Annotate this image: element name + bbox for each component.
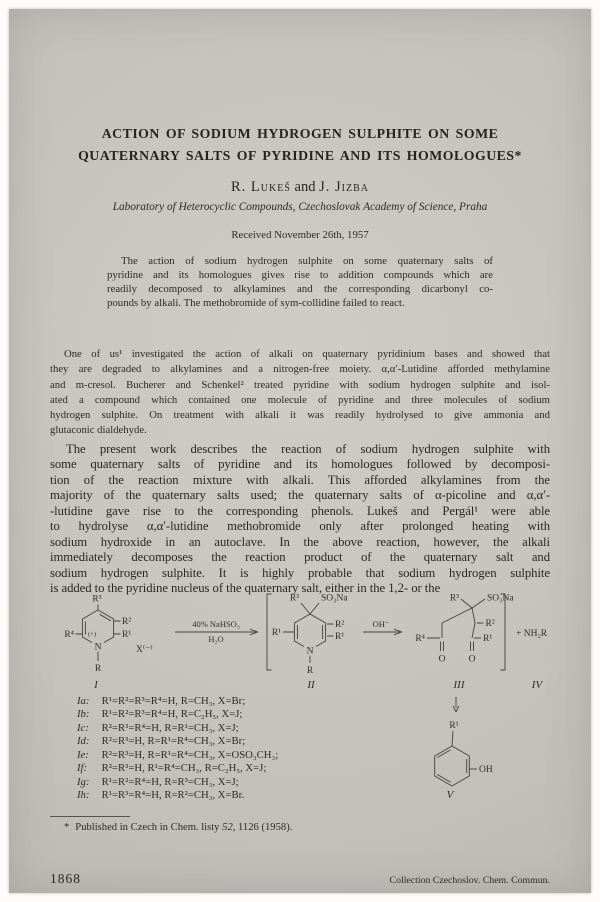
reaction-arrow-2 xyxy=(363,629,402,635)
author-name-2: J. Jizba xyxy=(319,179,369,195)
article-title-line1: ACTION OF SODIUM HYDROGEN SULPHITE ON SOME xyxy=(101,126,499,141)
compound-formula: R²=R³=H, R=R¹=R⁴=CH₃, X=Br; xyxy=(101,735,246,748)
compound-list xyxy=(77,695,278,803)
authors-line xyxy=(50,179,550,196)
intro-line: One of us¹ investigated the action of alkali on quaternary pyridinium bases and showed that xyxy=(64,348,550,360)
structure-II-SO3Na-label: SO₃Na xyxy=(321,593,348,604)
compound-formula: R²=R³=R⁴=H, R=R¹=CH₃, X=J; xyxy=(101,721,239,734)
body-paragraph xyxy=(50,442,550,597)
intro-line: hydrogen sulphite. On treatment with alkali it was readily hydrolysed to give ammonia and xyxy=(50,409,550,421)
body-line: tion of the reaction mixture with alkali. This afforded alkylamines from the xyxy=(50,472,550,487)
compound-formula: R¹=R²=R³=R⁴=H, R=CH₃, X=Br; xyxy=(101,695,246,707)
structure-II-R3-label: R³ xyxy=(289,593,299,604)
structure-I-charge-label: (+) xyxy=(88,631,96,638)
intro-line: and m-cresol. Bucherer and Schenkel² treated pyridine with sodium hydrogen sulphite and isol- xyxy=(50,378,550,391)
compound-list-item xyxy=(77,789,278,802)
body-line: -lutidine gave rise to the corresponding phenols. Lukeš and Pergál¹ were able xyxy=(50,503,550,518)
footnote xyxy=(50,822,550,833)
intro-paragraph xyxy=(50,347,550,439)
structure-V-R1-label: R¹ xyxy=(449,721,459,731)
received-date: Received November 26th, 1957 xyxy=(231,229,369,241)
intro-line: glutaconic dialdehyde. xyxy=(50,424,147,437)
body-line: immediately decomposes the reaction product of the quaternary salt and xyxy=(50,550,550,565)
reagent2-label: OH⁻ xyxy=(372,619,390,629)
abstract-line: readily decomposed to alkylamines and the corresponding dicarbonyl co- xyxy=(107,283,493,296)
structure-II-NR-label: R xyxy=(306,666,314,676)
structure-III-SO3Na-label: SO₃Na xyxy=(487,593,514,604)
structure-I-R1-label: R¹ xyxy=(122,630,132,640)
compound-label: Id: xyxy=(77,735,90,748)
compound-label: If: xyxy=(77,762,88,775)
structure-III-skeleton xyxy=(427,599,485,651)
compound-label: Ih: xyxy=(77,789,90,802)
structure-III-R1-label: R¹ xyxy=(483,634,493,644)
compound-formula: R¹=R²=R⁴=H, R=R³=CH₃, X=J; xyxy=(101,775,239,788)
structure-I-R2-label: R² xyxy=(122,617,132,627)
structure-II-N-label: N xyxy=(306,646,314,657)
structure-I-ring xyxy=(76,605,121,662)
footnote-text: Published in Czech in Chem. listy xyxy=(75,822,223,833)
amine-product-label: + NH₂R xyxy=(516,629,548,639)
structure-III-R2-label: R² xyxy=(485,619,495,629)
reagent-label-bottom: H₂O xyxy=(208,634,224,644)
compound-label: Ie: xyxy=(77,748,89,761)
footnote-volume: 52 xyxy=(222,822,233,833)
body-line: The present work describes the reaction of sodium hydrogen sulphite with xyxy=(66,442,550,456)
compound-list-item xyxy=(77,722,278,735)
compound-formula: R²=R³=H, R=R¹=R⁴=CH₃, X=OSO₃CH₃; xyxy=(101,748,279,761)
body-line: sodium hydrogen sulphite. It is highly probable that sodium hydrogen sulphite xyxy=(50,565,550,580)
structure-III-numeral: III xyxy=(453,679,465,691)
abstract-line: The action of sodium hydrogen sulphite on some quaternary salts of xyxy=(121,255,493,267)
compound-formula: R²=R³=H, R¹=R⁴=CH₃, R=C₂H₅, X=J; xyxy=(101,762,267,775)
body-line: is added to the pyridine nucleus of the quaternary salt, either in the 1,2- or the xyxy=(50,581,441,596)
compound-formula: R¹=R³=R⁴=H, R=R²=CH₃, X=Br. xyxy=(101,789,245,802)
body-line: majority of the quaternary salts used; the quaternary salts of α-picoline and α,α′- xyxy=(50,488,550,503)
intro-line: ated a compound which contained one molecule of pyridine and three molecules of sodium xyxy=(50,393,550,406)
affiliation: Laboratory of Heterocyclic Compounds, Czechoslovak Academy of Science, Praha xyxy=(112,201,488,213)
structure-II-numeral: II xyxy=(307,679,315,691)
structure-II-R1-left-label: R¹ xyxy=(271,628,281,638)
compound-list-item xyxy=(77,708,278,721)
abstract-line: pyridine and its homologues gives rise to addition compounds which are xyxy=(107,269,493,282)
structure-V-OH-label: OH xyxy=(479,765,493,775)
structure-I-R3-label: R³ xyxy=(92,594,102,605)
compound-label: Ic: xyxy=(77,721,89,734)
amine-numeral: IV xyxy=(531,679,543,691)
abstract-paragraph xyxy=(107,254,493,310)
structure-II-R1-right-label: R¹ xyxy=(335,632,345,642)
structure-III-R3-label: R³ xyxy=(449,593,459,604)
article-title xyxy=(50,123,550,167)
intro-line: they are degraded to alkylamines and a nitrogen-free moiety. α,α′-Lutidine afforded methylamine xyxy=(50,363,550,376)
structure-III-O-left-label: O xyxy=(438,654,446,665)
structure-III-R4-label: R⁴ xyxy=(415,634,425,644)
footnote-rule xyxy=(50,816,130,817)
structure-V-numeral: V xyxy=(446,789,454,801)
footnote-marker: * xyxy=(64,822,70,833)
page-number: 1868 xyxy=(50,871,81,886)
reaction-scheme xyxy=(50,588,550,813)
compound-list-item xyxy=(77,762,278,775)
structure-II-R2-label: R² xyxy=(335,620,345,630)
down-arrow-icon xyxy=(453,697,459,712)
structure-I-counterion-label: X⁽⁻⁾ xyxy=(136,645,153,655)
compound-label: Ib: xyxy=(77,708,90,721)
body-line: some quaternary salts of pyridine and its homologues followed by decomposi- xyxy=(50,457,550,472)
journal-name: Collection Czechoslov. Chem. Commun. xyxy=(389,875,550,886)
author-conjunction: and xyxy=(290,179,320,195)
left-bracket xyxy=(267,594,272,670)
compound-list-item xyxy=(77,749,278,762)
compound-list-item xyxy=(77,776,278,789)
structure-I-R4-label: R⁴ xyxy=(64,630,74,640)
footnote-suffix: , 1126 (1958). xyxy=(232,822,293,833)
article-title-line2: QUATERNARY SALTS OF PYRIDINE AND ITS HOMOLOGUES* xyxy=(78,148,522,163)
abstract-line: pounds by alkali. The methobromide of sym-collidine failed to react. xyxy=(107,297,405,310)
structure-I-N-label: N xyxy=(94,642,102,653)
compound-formula: R¹=R²=R³=R⁴=H, R=C₂H₅, X=J; xyxy=(101,708,243,721)
structure-I-numeral: I xyxy=(94,679,98,691)
compound-label: Ig: xyxy=(77,775,90,788)
author-name-1: R. Lukeš xyxy=(231,179,291,195)
body-line: to hydrolyse α,α′-lutidine methobromide only after prolonged heating with xyxy=(50,519,550,534)
body-line: sodium hydroxide in an autoclave. In the above reaction, however, the alkali xyxy=(50,534,550,549)
reagent-label-top: 40% NaHSO₃ xyxy=(192,619,240,629)
compound-list-item xyxy=(77,735,278,748)
right-bracket xyxy=(501,594,506,670)
paper-background xyxy=(9,9,591,893)
structure-III-O-right-label: O xyxy=(468,654,476,665)
compound-list-item xyxy=(77,695,278,708)
structure-I-NR-label: R xyxy=(94,664,102,674)
structure-V-ring xyxy=(435,731,477,786)
compound-label: Ia: xyxy=(77,695,90,707)
